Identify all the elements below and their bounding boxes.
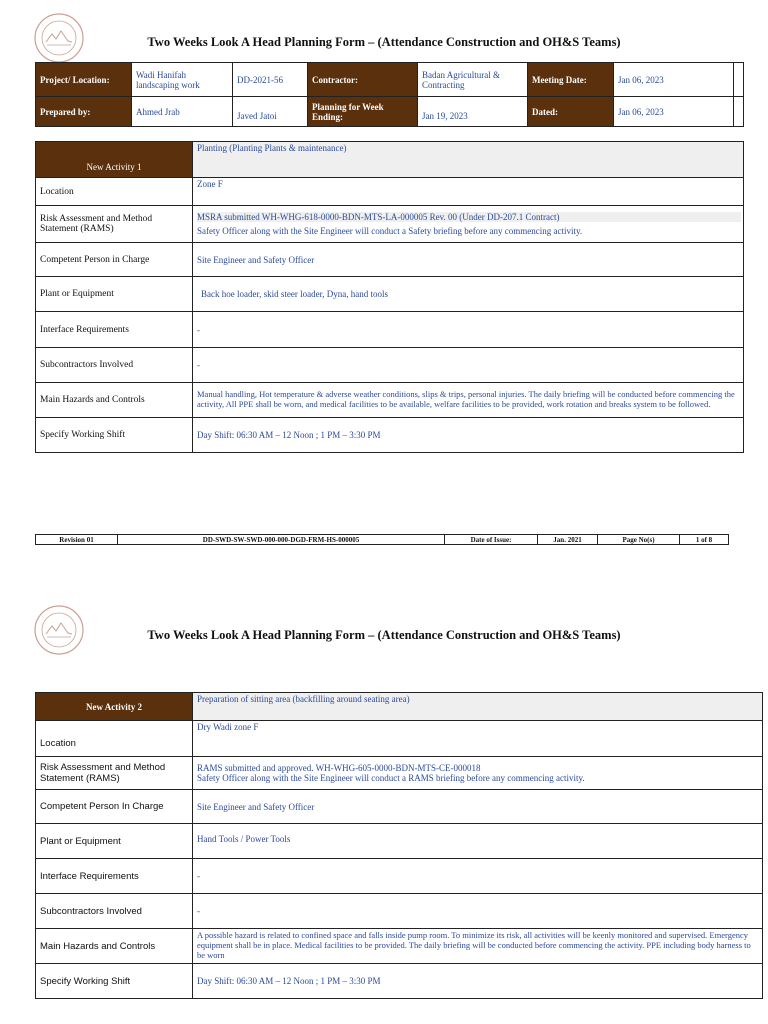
row-value: - xyxy=(193,859,763,894)
contractor-label: Contractor: xyxy=(308,63,418,97)
row-value: - xyxy=(193,312,744,348)
row-value: Hand Tools / Power Tools xyxy=(193,824,763,859)
row-label: Specify Working Shift xyxy=(36,964,193,999)
row-value: Day Shift: 06:30 AM – 12 Noon ; 1 PM – 3:30 PM xyxy=(193,418,744,453)
activity-header: New Activity 2 xyxy=(36,693,193,721)
prepared-by-value: Ahmed Jrab xyxy=(132,97,233,127)
empty-cell xyxy=(734,97,744,127)
row-value: A possible hazard is related to confined space and falls inside pump room. To minimize its risk, all activities will be keenly monitored and supervised. Emergency equipment shall be in place. Medical facilities to be provided. The daily briefing will be conducted before commencing the activity. PPE including body harness to be worn xyxy=(193,929,763,964)
row-label: Specify Working Shift xyxy=(36,418,193,453)
dated-value: Jan 06, 2023 xyxy=(614,97,734,127)
rams-reference: MSRA submitted WH-WHG-618-0000-BDN-MTS-LA-000005 Rev. 00 (Under DD-207.1 Contract) xyxy=(197,212,741,222)
prepared-by-label: Prepared by: xyxy=(36,97,132,127)
organization-seal-logo xyxy=(33,604,85,656)
row-label: Risk Assessment and Method Statement (RAMS) xyxy=(36,206,193,243)
project-location-value: Wadi Hanifah landscaping work xyxy=(132,63,233,97)
row-label: Interface Requirements xyxy=(36,312,193,348)
row-label: Location xyxy=(36,178,193,206)
row-label: Interface Requirements xyxy=(36,859,193,894)
row-label: Plant or Equipment xyxy=(36,277,193,312)
row-label: Risk Assessment and Method Statement (RAMS) xyxy=(36,757,193,790)
row-label: Plant or Equipment xyxy=(36,824,193,859)
activity-2-table xyxy=(35,692,763,999)
meeting-date-value: Jan 06, 2023 xyxy=(614,63,734,97)
footer-issue-date: Jan. 2021 xyxy=(538,535,598,545)
footer-page-label: Page No(s) xyxy=(598,535,680,545)
form-title: Two Weeks Look A Head Planning Form – (Attendance Construction and OH&S Teams) xyxy=(147,35,621,49)
row-label: Main Hazards and Controls xyxy=(36,929,193,964)
row-value: Site Engineer and Safety Officer xyxy=(193,243,744,277)
page-footer xyxy=(35,534,729,545)
row-label: Competent Person in Charge xyxy=(36,243,193,277)
row-label: Main Hazards and Controls xyxy=(36,383,193,418)
row-label: Subcontractors Involved xyxy=(36,894,193,929)
row-value: Day Shift: 06:30 AM – 12 Noon ; 1 PM – 3:30 PM xyxy=(193,964,763,999)
activity-name: Preparation of sitting area (backfilling around seating area) xyxy=(193,693,763,721)
rams-cell xyxy=(193,757,763,790)
row-value: - xyxy=(193,348,744,383)
dated-label: Dated: xyxy=(528,97,614,127)
rams-briefing-note: Safety Officer along with the Site Engineer will conduct a Safety briefing before any commencing activity. xyxy=(197,226,583,236)
meeting-date-label: Meeting Date: xyxy=(528,63,614,97)
footer-issue-label: Date of Issue: xyxy=(445,535,538,545)
rams-cell xyxy=(193,206,744,243)
planning-week-label: Planning for Week Ending: xyxy=(308,97,418,127)
form-title: Two Weeks Look A Head Planning Form – (Attendance Construction and OH&S Teams) xyxy=(147,628,621,642)
project-location-label: Project/ Location: xyxy=(36,63,132,97)
row-label: Location xyxy=(36,721,193,757)
row-value: Back hoe loader, skid steer loader, Dyna, hand tools xyxy=(193,277,744,312)
row-value: Zone F xyxy=(193,178,744,206)
footer-doc-code: DD-SWD-SW-SWD-000-000-DGD-FRM-HS-000005 xyxy=(118,535,445,545)
footer-revision: Revision 01 xyxy=(36,535,118,545)
rams-briefing-note: Safety Officer along with the Site Engineer will conduct a RAMS briefing before any commencing activity. xyxy=(197,773,585,783)
footer-page-number: 1 of 8 xyxy=(680,535,729,545)
row-value: Dry Wadi zone F xyxy=(193,721,763,757)
contractor-value: Badan Agricultural & Contracting xyxy=(418,63,528,97)
row-value: - xyxy=(193,894,763,929)
project-info-table xyxy=(35,62,744,127)
empty-cell xyxy=(734,63,744,97)
activity-name: Planting (Planting Plants & maintenance) xyxy=(193,142,744,178)
rams-reference: RAMS submitted and approved. WH-WHG-605-0000-BDN-MTS-CE-000018 xyxy=(197,763,481,773)
activity-header: New Activity 1 xyxy=(36,142,193,178)
activity-1-table xyxy=(35,141,744,453)
row-label: Subcontractors Involved xyxy=(36,348,193,383)
reviewer-value: Javed Jatoi xyxy=(233,97,308,127)
row-value: Site Engineer and Safety Officer xyxy=(193,790,763,824)
row-label: Competent Person In Charge xyxy=(36,790,193,824)
planning-week-value: Jan 19, 2023 xyxy=(418,97,528,127)
row-value: Manual handling, Hot temperature & adverse weather conditions, slips & trips, personal injuries. The daily briefing will be conducted before commencing the activity, All PPE shall be worn, and medical facilities to be available, welfare facilities to be provided, work rotation and breaks system to be followed. xyxy=(193,383,744,418)
project-code: DD-2021-56 xyxy=(233,63,308,97)
